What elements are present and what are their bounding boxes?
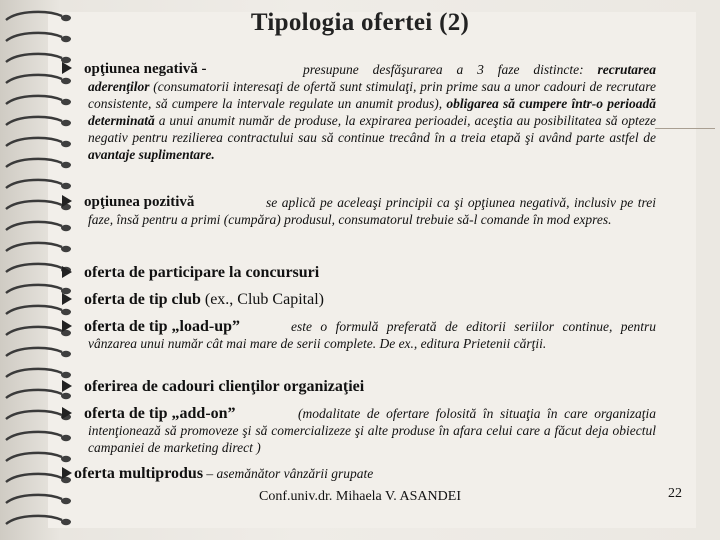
item-heading: oferta multiprodus	[74, 465, 204, 482]
list-item-multiprodus	[62, 465, 656, 482]
item-description: presupune desfăşurarea a 3 faze distincte: recrutarea aderenţilor (consumatorii interesaţi de ofertă sunt stimulaţi, prin prime sau a unor cadouri de recrutare consistente, să cumpere la intervale regulate un anumit produs), obligarea să cumpere într-o perioadă determinată a unui anumit număr de produse, la expirarea perioadei, aceştia au posibilitatea să opteze negativ pentru rezilierea contractului sau să continue trecând în a treia etapă şi având parte astfel de avantaje suplimentare.	[88, 62, 656, 162]
item-description: este o formulă preferată de editorii seriilor continue, pentru vânzarea unui număr cât mai mare de serii complete. De ex., editura Prietenii cărţii.	[88, 319, 656, 351]
item-description: (ex., Club Capital)	[200, 291, 324, 308]
triangle-bullet-icon	[62, 293, 72, 305]
triangle-bullet-icon	[62, 195, 72, 207]
footer-author: Conf.univ.dr. Mihaela V. ASANDEI	[259, 489, 461, 504]
list-item-cadouri	[62, 378, 656, 395]
item-description: se aplică pe aceleaşi principii ca şi opţiunea negativă, inclusiv pe trei faze, însă pentru a primi (cumpăra) produsul, consumatorul trebuie să-l comande în mod expres.	[88, 195, 656, 227]
item-heading: opţiunea negativă -	[84, 61, 207, 77]
triangle-bullet-icon	[62, 320, 72, 332]
item-heading: oferta de tip club	[84, 291, 201, 308]
triangle-bullet-icon	[62, 266, 72, 278]
item-heading: opţiunea pozitivă	[84, 194, 195, 210]
item-heading: oferta de tip „load-up”	[84, 318, 240, 335]
item-heading: oferta de tip „add-on”	[84, 405, 236, 422]
triangle-bullet-icon	[62, 407, 72, 419]
triangle-bullet-icon	[62, 467, 72, 479]
list-item-optiune-negativa	[62, 60, 656, 163]
item-description: (modalitate de ofertare folosită în situaţia în care organizaţia intenţionează să promoveze şi să comercializeze şi alte produse în afara celui care a făcut deja obiectul campaniei de marketing direct )	[88, 406, 656, 455]
triangle-bullet-icon	[62, 380, 72, 392]
list-item-optiune-pozitiva	[62, 193, 656, 228]
item-heading: oferta de participare la concursuri	[84, 264, 320, 281]
slide-title: Tipologia ofertei (2)	[250, 9, 470, 36]
page-number: 22	[668, 486, 682, 501]
list-item-concursuri	[62, 264, 656, 281]
decorative-rule	[655, 128, 715, 129]
list-item-add-on	[62, 405, 656, 456]
triangle-bullet-icon	[62, 62, 72, 74]
item-heading: oferirea de cadouri clienţilor organizaţiei	[84, 378, 365, 395]
item-description: – asemănător vânzării grupate	[203, 466, 374, 481]
list-item-club	[62, 291, 656, 308]
list-item-load-up	[62, 318, 656, 352]
